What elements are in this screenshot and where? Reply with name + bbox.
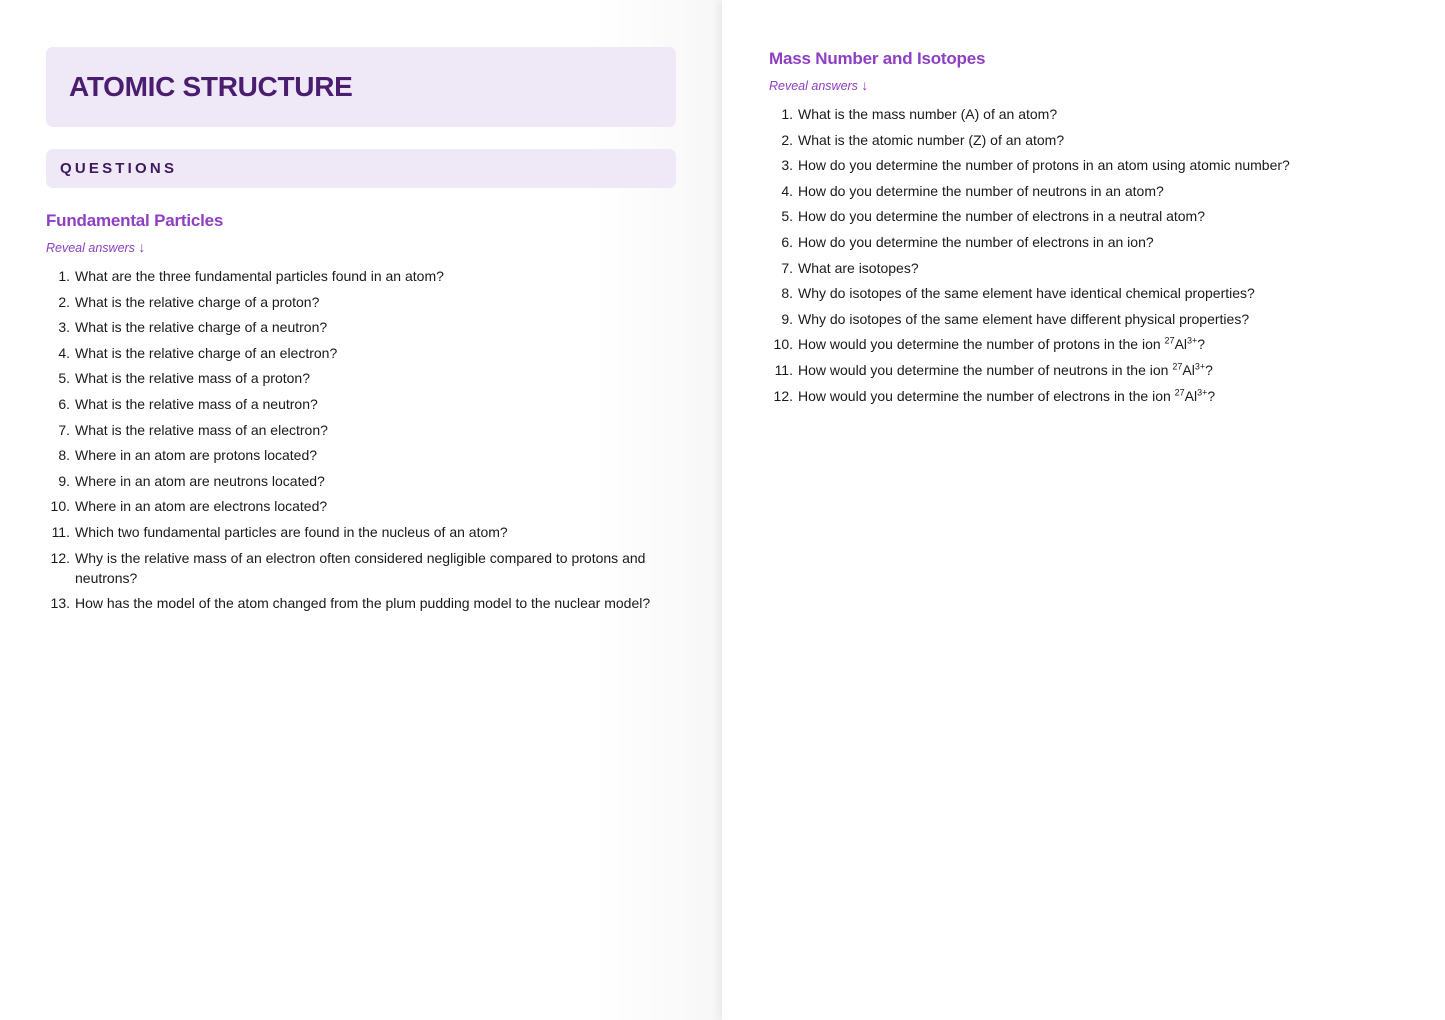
left-page xyxy=(0,0,722,1020)
question-list xyxy=(46,266,666,613)
question-text: Why do isotopes of the same element have different physical properties? xyxy=(798,310,1250,327)
question-number: 11. xyxy=(774,361,793,378)
element-symbol: Al xyxy=(1182,361,1195,378)
question-number: 12. xyxy=(773,387,793,404)
title-banner xyxy=(46,47,676,127)
question-item xyxy=(769,130,1389,150)
ion-charge: 3+ xyxy=(1187,335,1198,346)
right-page xyxy=(722,0,1445,1020)
isotope-mass-number: 27 xyxy=(1164,335,1175,346)
section-mass-number-isotopes xyxy=(769,49,1389,411)
question-number: 10. xyxy=(50,498,70,515)
question-number: 7. xyxy=(781,259,793,276)
question-text: What is the relative charge of a proton? xyxy=(75,293,320,310)
question-text: Where in an atom are electrons located? xyxy=(75,498,328,515)
question-number: 3. xyxy=(781,157,793,174)
question-text: Which two fundamental particles are found in the nucleus of an atom? xyxy=(75,523,508,540)
question-text: What is the relative mass of a neutron? xyxy=(75,395,318,412)
question-text: What is the relative mass of a proton? xyxy=(75,370,310,387)
question-item xyxy=(46,445,666,465)
question-text: How would you determine the number of neutrons in the ion $^{27}Al^{3+}$? xyxy=(798,361,1213,378)
question-item xyxy=(46,471,666,491)
question-number: 10. xyxy=(773,336,793,353)
question-item xyxy=(769,283,1389,303)
question-item xyxy=(46,548,666,588)
question-item xyxy=(769,104,1389,124)
section-heading: Mass Number and Isotopes xyxy=(769,49,986,68)
isotope-mass-number: 27 xyxy=(1174,386,1185,397)
page-title: ATOMIC STRUCTURE xyxy=(69,71,353,102)
question-number: 2. xyxy=(58,293,70,310)
question-number: 8. xyxy=(781,285,793,302)
question-item xyxy=(769,309,1389,329)
question-item xyxy=(46,593,666,613)
question-item xyxy=(46,522,666,542)
question-item xyxy=(769,155,1389,175)
question-item xyxy=(46,343,666,363)
question-number: 6. xyxy=(781,233,793,250)
question-number: 9. xyxy=(781,310,793,327)
question-text: How do you determine the number of protons in an atom using atomic number? xyxy=(798,157,1290,174)
question-item xyxy=(46,394,666,414)
question-item xyxy=(769,258,1389,278)
question-text: Why do isotopes of the same element have identical chemical properties? xyxy=(798,285,1255,302)
arrow-down-icon: ↓ xyxy=(138,239,146,255)
question-number: 5. xyxy=(58,370,70,387)
question-number: 6. xyxy=(58,395,70,412)
question-list xyxy=(769,104,1389,406)
question-text: What is the atomic number (Z) of an atom? xyxy=(798,131,1065,148)
question-text: How do you determine the number of electrons in an ion? xyxy=(798,233,1154,250)
questions-heading: QUESTIONS xyxy=(60,160,178,177)
question-number: 11. xyxy=(51,523,70,540)
question-number: 4. xyxy=(781,182,793,199)
arrow-down-icon: ↓ xyxy=(861,77,869,93)
question-item xyxy=(46,368,666,388)
reveal-answers-link[interactable]: Reveal answers ↓ xyxy=(46,239,146,255)
ion-charge: 3+ xyxy=(1197,386,1208,397)
question-item xyxy=(46,317,666,337)
question-text: How would you determine the number of electrons in the ion $^{27}Al^{3+}$? xyxy=(798,386,1216,404)
question-item xyxy=(769,232,1389,252)
reveal-answers-link[interactable]: Reveal answers ↓ xyxy=(769,77,869,93)
question-text: Why is the relative mass of an electron often considered negligible compared to protons and neutrons? xyxy=(75,549,646,586)
question-item xyxy=(769,334,1389,354)
question-text: How do you determine the number of neutrons in an atom? xyxy=(798,182,1164,199)
question-text: What is the relative mass of an electron? xyxy=(75,421,328,438)
question-item xyxy=(769,386,1389,406)
isotope-mass-number: 27 xyxy=(1172,361,1183,372)
question-text: What is the mass number (A) of an atom? xyxy=(798,106,1058,122)
question-text: Where in an atom are protons located? xyxy=(75,447,318,464)
question-item xyxy=(46,420,666,440)
ion-charge: 3+ xyxy=(1194,361,1206,372)
questions-banner xyxy=(46,149,676,188)
question-number: 8. xyxy=(58,447,70,464)
question-text: Where in an atom are neutrons located? xyxy=(75,472,325,489)
question-text: What is the relative charge of an electron? xyxy=(75,344,338,361)
question-item xyxy=(769,206,1389,226)
question-number: 1. xyxy=(58,268,70,284)
section-heading: Fundamental Particles xyxy=(46,211,224,230)
question-text: What are the three fundamental particles found in an atom? xyxy=(75,268,444,284)
question-number: 2. xyxy=(781,131,793,148)
question-number: 1. xyxy=(781,106,793,122)
question-text: What is the relative charge of a neutron? xyxy=(75,319,328,336)
question-text: How do you determine the number of electrons in a neutral atom? xyxy=(798,208,1206,225)
question-item xyxy=(769,181,1389,201)
question-number: 3. xyxy=(58,319,70,336)
question-text: How has the model of the atom changed from the plum pudding model to the nuclear model? xyxy=(75,595,651,612)
question-number: 12. xyxy=(50,549,70,566)
question-text: What are isotopes? xyxy=(798,259,919,276)
question-item xyxy=(46,266,666,286)
question-number: 9. xyxy=(58,472,70,489)
element-symbol: Al xyxy=(1184,387,1198,404)
question-number: 13. xyxy=(50,595,70,612)
question-item xyxy=(46,292,666,312)
section-fundamental-particles xyxy=(46,211,666,619)
question-number: 7. xyxy=(58,421,70,438)
question-number: 4. xyxy=(58,344,70,361)
element-symbol: Al xyxy=(1174,336,1188,353)
question-item xyxy=(769,360,1389,380)
question-number: 5. xyxy=(781,208,793,225)
question-item xyxy=(46,496,666,516)
question-text: How would you determine the number of protons in the ion $^{27}Al^{3+}$? xyxy=(798,335,1206,353)
